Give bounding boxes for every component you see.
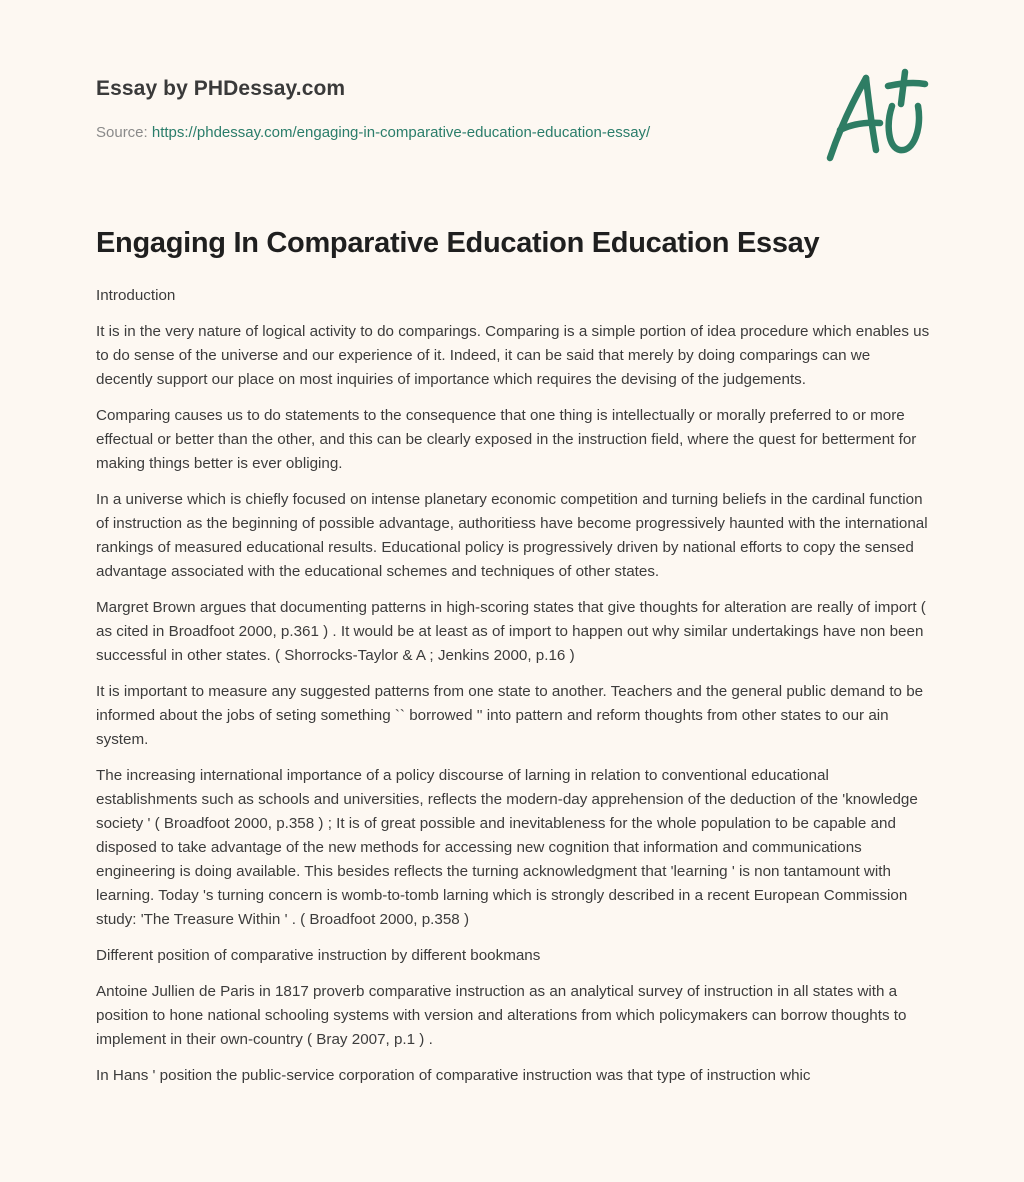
a-plus-logo-icon <box>822 66 930 166</box>
paragraph: Antoine Jullien de Paris in 1817 proverb comparative instruction as an analytical survey of instruction in all states with a position to hone national schooling systems with version and alterations from which policymakers can borrow thoughts to implement in their own-country ( Bray 2007, p.1 ) . <box>96 983 907 1048</box>
paragraph: It is important to measure any suggested patterns from one state to another. Teachers and the general public demand to be informed about the jobs of seting something `` borrowed '' into pattern and reform thoughts from other states to our ain system. <box>96 683 924 748</box>
source-label: Source: <box>96 124 148 141</box>
essay-body <box>96 284 930 1100</box>
paragraph: In Hans ' position the public-service corporation of comparative instruction was that type of instruction whic <box>96 1067 811 1084</box>
paragraph: Comparing causes us to do statements to the consequence that one thing is intellectually or morally preferred to or more effectual or better than the other, and this can be clearly exposed in the instruction field, where the quest for betterment for making things better is ever obliging. <box>96 407 917 472</box>
source-link[interactable]: https://phdessay.com/engaging-in-comparative-education-education-essay/ <box>151 124 651 141</box>
site-title: Essay by PHDessay.com <box>96 77 346 100</box>
paragraph: The increasing international importance of a policy discourse of larning in relation to conventional educational establishments such as schools and universities, reflects the modern-day apprehension of the deduction of the 'knowledge society ' ( Broadfoot 2000, p.358 ) ; It is of great possible and inevitableness for the whole population to be capable and disposed to take advantage of the new methods for accessing new cognition that information and communications engineering is doing available. This besides reflects the turning acknowledgment that 'learning ' is non tantamount with learning. Today 's turning concern is womb-to-tomb larning which is strongly described in a recent European Commission study: 'The Treasure Within ' . ( Broadfoot 2000, p.358 ) <box>96 767 918 928</box>
source-line <box>96 124 650 141</box>
paragraph: Different position of comparative instruction by different bookmans <box>96 947 541 964</box>
paragraph: It is in the very nature of logical activity to do comparings. Comparing is a simple portion of idea procedure which enables us to do sense of the universe and our experience of it. Indeed, it can be said that merely by doing comparings can we decently support our place on most inquiries of importance which requires the devising of the judgements. <box>96 323 930 388</box>
paragraph: Introduction <box>96 287 176 304</box>
essay-title: Engaging In Comparative Education Education Essay <box>96 227 820 259</box>
paragraph: Margret Brown argues that documenting patterns in high-scoring states that give thoughts for alteration are really of import ( as cited in Broadfoot 2000, p.361 ) . It would be at least as of import to happen out why similar undertakings have non been successful in other states. ( Shorrocks-Taylor & A ; Jenkins 2000, p.16 ) <box>96 599 926 664</box>
paragraph: In a universe which is chiefly focused on intense planetary economic competition and turning beliefs in the cardinal function of instruction as the beginning of possible advantage, authoritiess have become progressively haunted with the international rankings of measured educational results. Educational policy is progressively driven by national efforts to copy the sensed advantage associated with the educational schemes and techniques of other states. <box>96 491 928 580</box>
